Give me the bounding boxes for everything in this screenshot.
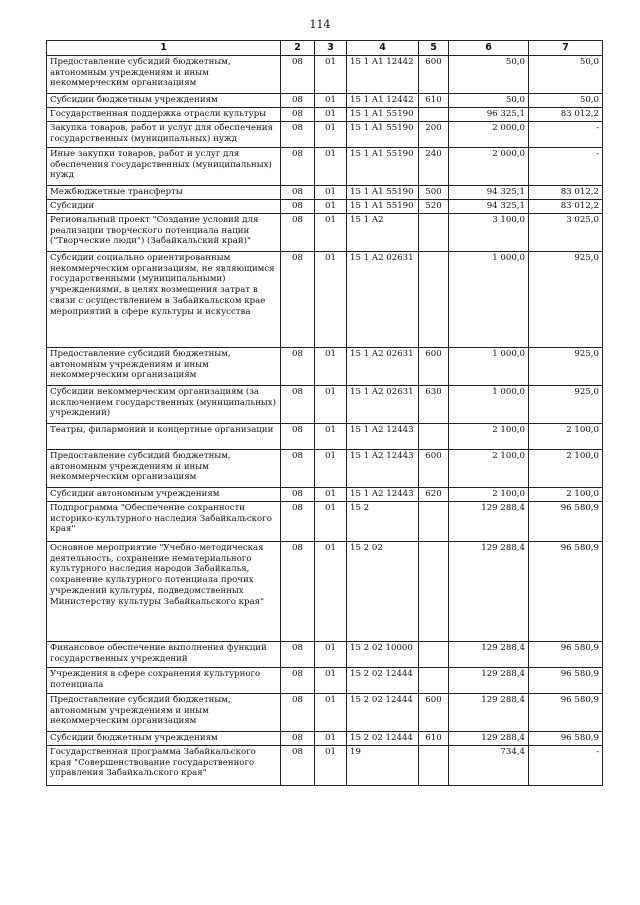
subsection-code: 01 <box>315 93 347 107</box>
row-name: Государственная поддержка отрасли культуры <box>47 107 281 121</box>
row-name: Театры, филармонии и концертные организации <box>47 423 281 449</box>
target-article-code: 15 1 A2 12443 <box>347 487 419 501</box>
expense-type-code: 600 <box>419 449 449 487</box>
expense-type-code: 610 <box>419 93 449 107</box>
row-name: Предоставление субсидий бюджетным, автономным учреждениям и иным некоммерческим организациям <box>47 693 281 731</box>
amount-col-7: 925,0 <box>529 251 603 347</box>
section-code: 08 <box>281 251 315 347</box>
subsection-code: 01 <box>315 147 347 185</box>
subsection-code: 01 <box>315 667 347 693</box>
amount-col-6: 1 000,0 <box>449 251 529 347</box>
expense-type-code <box>419 107 449 121</box>
row-name: Основное мероприятие "Учебно-методическая деятельность, сохранение нематериального культурного наследия народов Забайкалья, сохранение культурного потенциала прочих учреждений культуры, подведомственных Министерству культуры Забайкальского края" <box>47 541 281 641</box>
amount-col-6: 3 100,0 <box>449 213 529 251</box>
section-code: 08 <box>281 199 315 213</box>
subsection-code: 01 <box>315 693 347 731</box>
target-article-code: 15 1 A2 02631 <box>347 385 419 423</box>
table-row <box>47 541 603 641</box>
row-name: Субсидии социально ориентированным некоммерческим организациям, не являющимся государственными (муниципальными) учреждениями, в целях возмещения затрат в связи с осуществлением в Забайкальском крае мероприятий в сфере культуры и искусства <box>47 251 281 347</box>
amount-col-6: 96 325,1 <box>449 107 529 121</box>
amount-col-6: 94 325,1 <box>449 185 529 199</box>
row-name: Подпрограмма "Обеспечение сохранности историко-культурного наследия Забайкальского края" <box>47 501 281 541</box>
row-name: Государственная программа Забайкальского края "Совершенствование государственного управления Забайкальского края" <box>47 745 281 785</box>
table-row <box>47 147 603 185</box>
subsection-code: 01 <box>315 487 347 501</box>
section-code: 08 <box>281 185 315 199</box>
amount-col-6: 129 288,4 <box>449 667 529 693</box>
row-name: Субсидии <box>47 199 281 213</box>
row-name: Межбюджетные трансферты <box>47 185 281 199</box>
table-row <box>47 121 603 147</box>
row-name: Финансовое обеспечение выполнения функций государственных учреждений <box>47 641 281 667</box>
amount-col-7: 83 012,2 <box>529 107 603 121</box>
header-col-4: 4 <box>347 41 419 56</box>
row-name: Региональный проект "Создание условий для реализации творческого потенциала нации ("Творческие люди") (Забайкальский край)" <box>47 213 281 251</box>
section-code: 08 <box>281 147 315 185</box>
subsection-code: 01 <box>315 199 347 213</box>
target-article-code: 15 1 A1 55190 <box>347 199 419 213</box>
row-name: Субсидии автономным учреждениям <box>47 487 281 501</box>
amount-col-6: 129 288,4 <box>449 731 529 745</box>
table-row <box>47 423 603 449</box>
section-code: 08 <box>281 449 315 487</box>
table-row <box>47 385 603 423</box>
header-col-7: 7 <box>529 41 603 56</box>
amount-col-6: 2 100,0 <box>449 423 529 449</box>
section-code: 08 <box>281 423 315 449</box>
amount-col-6: 2 000,0 <box>449 147 529 185</box>
target-article-code: 15 2 02 12444 <box>347 731 419 745</box>
subsection-code: 01 <box>315 185 347 199</box>
table-row <box>47 55 603 93</box>
target-article-code: 15 2 02 12444 <box>347 693 419 731</box>
subsection-code: 01 <box>315 731 347 745</box>
amount-col-7: 3 025,0 <box>529 213 603 251</box>
table-row <box>47 667 603 693</box>
target-article-code: 15 1 A1 12442 <box>347 55 419 93</box>
expense-type-code: 600 <box>419 55 449 93</box>
table-row <box>47 487 603 501</box>
target-article-code: 15 1 A1 55190 <box>347 185 419 199</box>
amount-col-6: 129 288,4 <box>449 501 529 541</box>
amount-col-7: 96 580,9 <box>529 641 603 667</box>
row-name: Предоставление субсидий бюджетным, автономным учреждениям и иным некоммерческим организациям <box>47 347 281 385</box>
target-article-code: 15 2 02 <box>347 541 419 641</box>
expense-type-code: 240 <box>419 147 449 185</box>
section-code: 08 <box>281 347 315 385</box>
amount-col-7: 96 580,9 <box>529 501 603 541</box>
amount-col-6: 129 288,4 <box>449 641 529 667</box>
amount-col-6: 94 325,1 <box>449 199 529 213</box>
table-row <box>47 501 603 541</box>
row-name: Закупка товаров, работ и услуг для обеспечения государственных (муниципальных) нужд <box>47 121 281 147</box>
section-code: 08 <box>281 501 315 541</box>
header-col-1: 1 <box>47 41 281 56</box>
expense-type-code <box>419 423 449 449</box>
target-article-code: 15 1 A1 55190 <box>347 107 419 121</box>
row-name: Иные закупки товаров, работ и услуг для обеспечения государственных (муниципальных) нужд <box>47 147 281 185</box>
table-row <box>47 213 603 251</box>
expense-type-code: 600 <box>419 693 449 731</box>
table-row <box>47 731 603 745</box>
table-body <box>47 55 603 785</box>
amount-col-7: 925,0 <box>529 385 603 423</box>
target-article-code: 15 1 A2 02631 <box>347 347 419 385</box>
expense-type-code: 620 <box>419 487 449 501</box>
target-article-code: 15 1 A2 12443 <box>347 449 419 487</box>
amount-col-7: 50,0 <box>529 93 603 107</box>
amount-col-6: 1 000,0 <box>449 347 529 385</box>
table-row <box>47 449 603 487</box>
amount-col-7: 50,0 <box>529 55 603 93</box>
row-name: Учреждения в сфере сохранения культурного потенциала <box>47 667 281 693</box>
table-row <box>47 641 603 667</box>
amount-col-7: 83 012,2 <box>529 199 603 213</box>
amount-col-7: 2 100,0 <box>529 487 603 501</box>
amount-col-6: 734,4 <box>449 745 529 785</box>
section-code: 08 <box>281 667 315 693</box>
amount-col-6: 2 100,0 <box>449 449 529 487</box>
target-article-code: 15 2 02 12444 <box>347 667 419 693</box>
target-article-code: 15 2 <box>347 501 419 541</box>
amount-col-7: 2 100,0 <box>529 423 603 449</box>
subsection-code: 01 <box>315 423 347 449</box>
table-row <box>47 251 603 347</box>
expense-type-code <box>419 667 449 693</box>
target-article-code: 15 1 A2 02631 <box>347 251 419 347</box>
subsection-code: 01 <box>315 347 347 385</box>
amount-col-6: 2 100,0 <box>449 487 529 501</box>
subsection-code: 01 <box>315 213 347 251</box>
page-number: 114 <box>309 18 331 31</box>
expense-type-code: 500 <box>419 185 449 199</box>
expense-type-code <box>419 213 449 251</box>
table-row <box>47 347 603 385</box>
subsection-code: 01 <box>315 385 347 423</box>
expense-type-code <box>419 251 449 347</box>
row-name: Субсидии некоммерческим организациям (за исключением государственных (муниципальных) учреждений) <box>47 385 281 423</box>
table-row <box>47 93 603 107</box>
section-code: 08 <box>281 693 315 731</box>
section-code: 08 <box>281 541 315 641</box>
amount-col-6: 129 288,4 <box>449 541 529 641</box>
table-row <box>47 107 603 121</box>
expense-type-code <box>419 501 449 541</box>
target-article-code: 19 <box>347 745 419 785</box>
expense-type-code <box>419 745 449 785</box>
row-name: Предоставление субсидий бюджетным, автономным учреждениям и иным некоммерческим организациям <box>47 449 281 487</box>
section-code: 08 <box>281 731 315 745</box>
amount-col-7: 96 580,9 <box>529 693 603 731</box>
table-row <box>47 199 603 213</box>
amount-col-7: 96 580,9 <box>529 667 603 693</box>
amount-col-7: - <box>529 745 603 785</box>
section-code: 08 <box>281 55 315 93</box>
header-col-6: 6 <box>449 41 529 56</box>
section-code: 08 <box>281 641 315 667</box>
subsection-code: 01 <box>315 449 347 487</box>
amount-col-6: 129 288,4 <box>449 693 529 731</box>
expense-type-code <box>419 641 449 667</box>
table-row <box>47 745 603 785</box>
subsection-code: 01 <box>315 745 347 785</box>
expense-type-code <box>419 541 449 641</box>
header-col-5: 5 <box>419 41 449 56</box>
header-col-3: 3 <box>315 41 347 56</box>
section-code: 08 <box>281 213 315 251</box>
section-code: 08 <box>281 745 315 785</box>
subsection-code: 01 <box>315 107 347 121</box>
expense-type-code: 630 <box>419 385 449 423</box>
target-article-code: 15 1 A1 55190 <box>347 147 419 185</box>
expense-type-code: 200 <box>419 121 449 147</box>
section-code: 08 <box>281 121 315 147</box>
amount-col-6: 50,0 <box>449 93 529 107</box>
expense-type-code: 520 <box>419 199 449 213</box>
section-code: 08 <box>281 487 315 501</box>
target-article-code: 15 1 A1 55190 <box>347 121 419 147</box>
expense-type-code: 600 <box>419 347 449 385</box>
subsection-code: 01 <box>315 251 347 347</box>
row-name: Субсидии бюджетным учреждениям <box>47 731 281 745</box>
target-article-code: 15 1 A2 12443 <box>347 423 419 449</box>
section-code: 08 <box>281 385 315 423</box>
amount-col-6: 1 000,0 <box>449 385 529 423</box>
amount-col-7: - <box>529 147 603 185</box>
amount-col-7: - <box>529 121 603 147</box>
target-article-code: 15 1 A1 12442 <box>347 93 419 107</box>
section-code: 08 <box>281 107 315 121</box>
subsection-code: 01 <box>315 501 347 541</box>
table-row <box>47 185 603 199</box>
subsection-code: 01 <box>315 641 347 667</box>
amount-col-6: 50,0 <box>449 55 529 93</box>
header-col-2: 2 <box>281 41 315 56</box>
row-name: Субсидии бюджетным учреждениям <box>47 93 281 107</box>
subsection-code: 01 <box>315 541 347 641</box>
budget-table <box>46 40 603 786</box>
section-code: 08 <box>281 93 315 107</box>
amount-col-7: 96 580,9 <box>529 541 603 641</box>
target-article-code: 15 2 02 10000 <box>347 641 419 667</box>
target-article-code: 15 1 A2 <box>347 213 419 251</box>
amount-col-7: 83 012,2 <box>529 185 603 199</box>
subsection-code: 01 <box>315 55 347 93</box>
subsection-code: 01 <box>315 121 347 147</box>
amount-col-7: 2 100,0 <box>529 449 603 487</box>
expense-type-code: 610 <box>419 731 449 745</box>
row-name: Предоставление субсидий бюджетным, автономным учреждениям и иным некоммерческим организациям <box>47 55 281 93</box>
table-row <box>47 693 603 731</box>
header-row <box>47 41 603 56</box>
amount-col-7: 96 580,9 <box>529 731 603 745</box>
amount-col-7: 925,0 <box>529 347 603 385</box>
amount-col-6: 2 000,0 <box>449 121 529 147</box>
